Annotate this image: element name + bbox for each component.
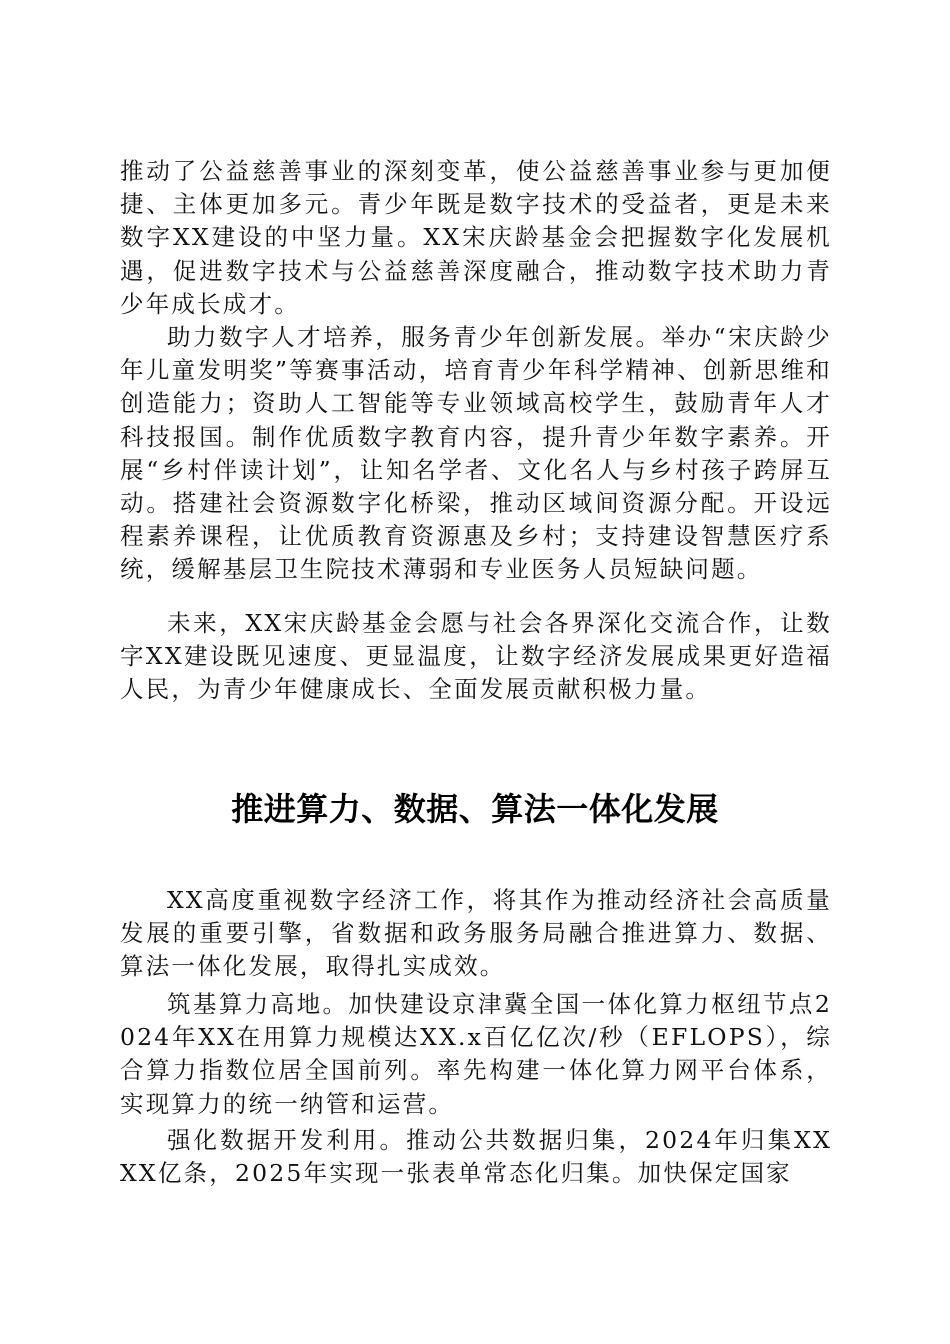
section-title: 推进算力、数据、算法一体化发展	[231, 790, 719, 828]
paragraph-computing-power: 筑基算力高地。加快建设京津冀全国一体化算力枢纽节点2024年XX在用算力规模达XX.x百亿亿次/秒（EFLOPS），综合算力指数位居全国前列。率先构建一体化算力网平台体系，实现算力的统一纳管和运营。	[120, 990, 832, 1118]
paragraph-future-outlook: 未来，XX宋庆龄基金会愿与社会各界深化交流合作，让数字XX建设既见速度、更显温度，让数字经济发展成果更好造福人民，为青少年健康成长、全面发展贡献积极力量。	[120, 609, 832, 704]
paragraph-talent-cultivation: 助力数字人才培养，服务青少年创新发展。举办“宋庆龄少年儿童发明奖”等赛事活动，培育青少年科学精神、创新思维和创造能力；资助人工智能等专业领域高校学生，鼓励青年人才科技报国。制作优质数字教育内容，提升青少年数字素养。开展“乡村伴读计划”，让知名学者、文化名人与乡村孩子跨屏互动。搭建社会资源数字化桥梁，推动区域间资源分配。开设远程素养课程，让优质教育资源惠及乡村；支持建设智慧医疗系统，缓解基层卫生院技术薄弱和专业医务人员短缺问题。	[120, 323, 832, 584]
paragraph-data-utilization: 强化数据开发利用。推动公共数据归集，2024年归集XXXX亿条，2025年实现一张表单常态化归集。加快保定国家	[120, 1126, 832, 1188]
paragraph-continuation: 推动了公益慈善事业的深刻变革，使公益慈善事业参与更加便捷、主体更加多元。青少年既是数字技术的受益者，更是未来数字XX建设的中坚力量。XX宋庆龄基金会把握数字化发展机遇，促进数字技术与公益慈善深度融合，推动数字技术助力青少年成长成才。	[120, 157, 832, 318]
paragraph-digital-economy-intro: XX高度重视数字经济工作，将其作为推动经济社会高质量发展的重要引擎，省数据和政务服务局融合推进算力、数据、算法一体化发展，取得扎实成效。	[120, 886, 832, 981]
